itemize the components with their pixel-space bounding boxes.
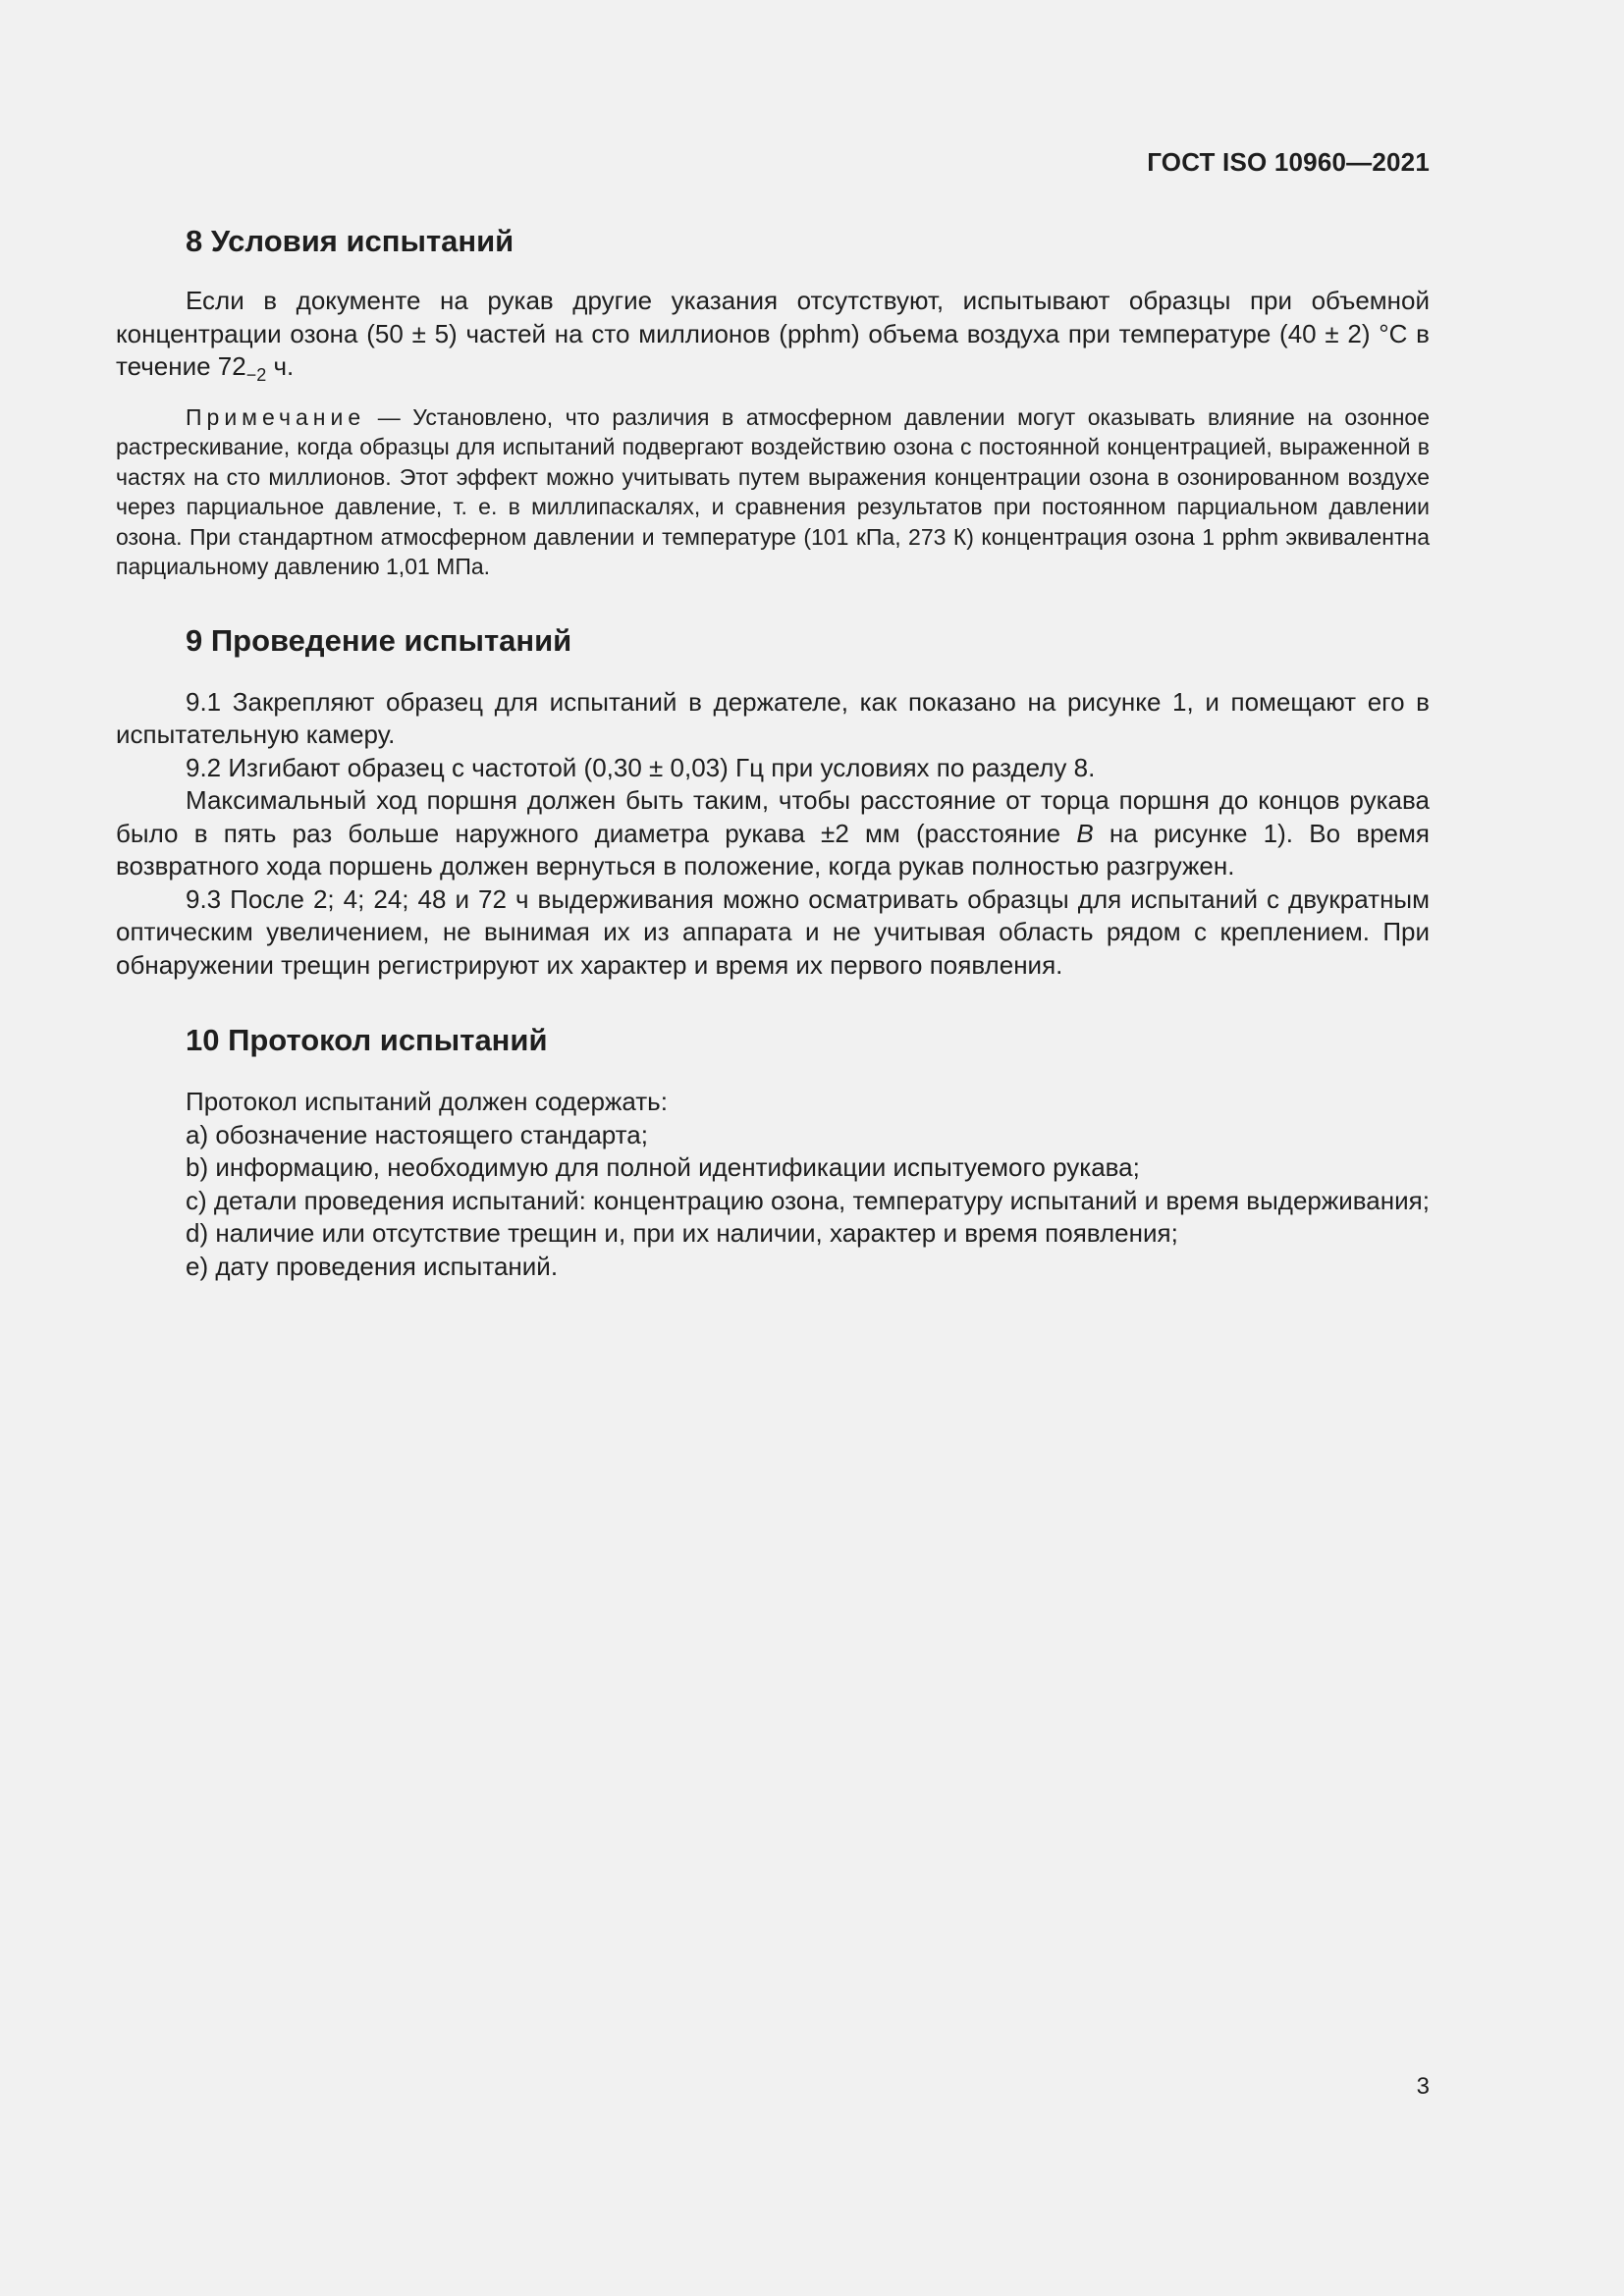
protocol-item-c: c) детали проведения испытаний: концентрацию озона, температуру испытаний и время выдерживания;: [186, 1185, 1430, 1215]
section-9-1: 9.1 Закрепляют образец для испытаний в держателе, как показано на рисунке 1, и помещают его в испытательную камеру.: [116, 686, 1430, 750]
stroke-distance-symbol: B: [1076, 818, 1094, 848]
section-9-title: 9 Проведение испытаний: [186, 622, 572, 658]
protocol-item-a: а) обозначение настоящего стандарта;: [186, 1119, 648, 1149]
section-9-2: 9.2 Изгибают образец с частотой (0,30 ± 0,03) Гц при условиях по разделу 8.: [186, 752, 1096, 782]
document-body: [116, 222, 1430, 1283]
section-10-title: 10 Протокол испытаний: [186, 1023, 548, 1058]
section-8-note: [116, 402, 1430, 582]
stroke-text: Максимальный ход поршня должен быть таким, чтобы расстояние от торца поршня до концов рукава было в пять раз больше наружного диаметра рукава ±2 мм (расстояние: [116, 785, 1430, 848]
section-9-2-stroke: [116, 784, 1430, 883]
section-8-tolerance: −2: [245, 365, 267, 386]
section-8-paragraph: [116, 285, 1430, 393]
page-number: 3: [1416, 2073, 1430, 2100]
protocol-intro: Протокол испытаний должен содержать:: [186, 1087, 668, 1117]
protocol-item-d: d) наличие или отсутствие трещин и, при их наличии, характер и время появления;: [186, 1218, 1178, 1249]
note-label: Примечание: [186, 403, 366, 430]
section-8-title: 8 Условия испытаний: [186, 224, 514, 258]
protocol-item-b: b) информацию, необходимую для полной идентификации испытуемого рукава;: [186, 1152, 1140, 1183]
section-8-text-end: ч.: [266, 351, 295, 381]
section-8-text: Если в документе на рукав другие указания отсутствуют, испытывают образцы при объемной концентрации озона (50 ± 5) частей на сто миллионов (pphm) объема воздуха при температуре (40 ± 2) °С в течение 72: [116, 286, 1430, 381]
document-header: ГОСТ ISO 10960—2021: [1147, 147, 1430, 177]
section-9-3: 9.3 После 2; 4; 24; 48 и 72 ч выдерживания можно осматривать образцы для испытаний с двукратным оптическим увеличением, не вынимая их из аппарата и не учитывая область рядом с креплением. При обнаружении трещин регистрируют их характер и время их первого появления.: [116, 883, 1430, 980]
protocol-item-e: е) дату проведения испытаний.: [186, 1251, 559, 1281]
stroke-text-end: на рисунке 1). Во время возвратного хода поршень должен вернуться в положение, когда рукав полностью разгружен.: [116, 818, 1430, 881]
note-text: — Установлено, что различия в атмосферном давлении могут оказывать влияние на озонное растрескивание, когда образцы для испытаний подвергают воздействию озона с постоянной концентрацией, выраженной в частях на сто миллионов. Этот эффект можно учитывать путем выражения концентрации озона в озонированном воздухе через парциальное давление, т. е. в миллипаскалях, и сравнения результатов при постоянном парциальном давлении озона. При стандартном атмосферном давлении и температуре (101 кПа, 273 К) концентрация озона 1 pphm эквивалентна парциальному давлению 1,01 МПа.: [116, 403, 1430, 580]
